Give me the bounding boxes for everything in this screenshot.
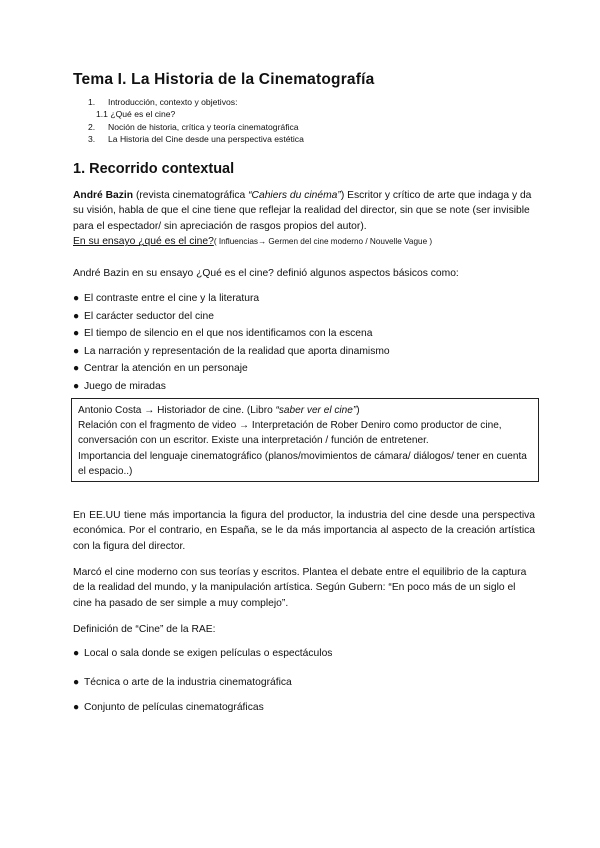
- toc-number: 1.: [88, 97, 96, 107]
- costa-note-box: [71, 398, 539, 482]
- list-item: [73, 360, 390, 378]
- box-line: Importancia del lenguaje cinematográfico (planos/movimientos de cámara/ diálogos/ tener en cuenta el espacio..): [78, 450, 527, 477]
- toc-number: 2.: [88, 121, 96, 132]
- bullet-icon: ●: [73, 648, 80, 659]
- table-of-contents: [88, 96, 304, 145]
- rae-definition-intro: Definición de “Cine” de la RAE:: [73, 624, 216, 635]
- usa-spain-paragraph: En EE.UU tiene más importancia la figura del productor, la industria del cine desde una perspectiva económica. Por el contrario, en España, se le da más importancia al aspecto de la creación artística con la figura del director.: [73, 510, 535, 552]
- bullet-icon: ●: [73, 677, 80, 688]
- toc-item: [88, 96, 304, 108]
- essay-reference: En su ensayo ¿qué es el cine?: [73, 236, 214, 248]
- list-item-text: Centrar la atención en un personaje: [84, 363, 248, 374]
- box-text: ): [356, 405, 360, 416]
- gubern-paragraph: Marcó el cine moderno con sus teorías y escritos. Plantea el debate entre el equilibrio de la captura de la realidad del mundo, y la manipulación artística. Según Gubern: “En poco más de un siglo el cine ha pasado de ser simple a muy complejo”.: [73, 567, 527, 609]
- toc-label: Noción de historia, crítica y teoría cinematográfica: [108, 121, 299, 132]
- toc-item: [88, 133, 304, 145]
- list-item: [73, 290, 390, 308]
- bullet-icon: ●: [73, 328, 80, 339]
- list-item-text: Local o sala donde se exigen películas o espectáculos: [84, 648, 333, 659]
- bullet-icon: ●: [73, 702, 80, 713]
- aspects-intro: André Bazin en su ensayo ¿Qué es el cine? definió algunos aspectos básicos como:: [73, 268, 459, 279]
- toc-label: Introducción, contexto y objetivos:: [108, 97, 238, 107]
- toc-number: 3.: [88, 133, 96, 144]
- toc-item: [88, 121, 304, 133]
- list-item: [73, 325, 390, 343]
- list-item-text: Técnica o arte de la industria cinematográfica: [84, 677, 292, 688]
- list-item: [73, 648, 332, 659]
- list-item: [73, 702, 264, 713]
- list-item-text: El carácter seductor del cine: [84, 310, 214, 322]
- box-text: Antonio Costa → Historiador de cine. (Libro: [78, 405, 276, 416]
- paragraph-text: ) Escritor y crítico de arte que indaga y da su visión, habla de que el cine tiene que reflejar la realidad del director, sin que se note (ser invisible para el espectador/ sin apreciación de rasgos propios del autor).: [73, 190, 532, 232]
- rae-definition-list: [73, 648, 332, 659]
- list-item-text: Conjunto de películas cinematográficas: [84, 702, 264, 713]
- list-item-text: La narración y representación de la realidad que aporta dinamismo: [84, 345, 390, 357]
- book-title: “saber ver el cine”: [275, 405, 357, 416]
- aspects-list: [73, 290, 390, 395]
- rae-definition-list: [73, 702, 264, 713]
- bullet-icon: ●: [73, 380, 80, 392]
- author-name: André Bazin: [73, 190, 134, 201]
- paragraph-text: (revista cinematográfica: [133, 190, 249, 201]
- journal-title: “Cahiers du cinéma”: [248, 190, 341, 201]
- section-heading: 1. Recorrido contextual: [73, 161, 235, 177]
- list-item: [73, 378, 390, 396]
- toc-item: [88, 108, 304, 120]
- list-item-text: El contraste entre el cine y la literatura: [84, 293, 260, 304]
- bullet-icon: ●: [73, 363, 80, 374]
- influences-note: ( Influencias→ Germen del cine moderno / Nouvelle Vague ): [213, 237, 433, 247]
- box-line: [78, 403, 532, 418]
- bullet-icon: ●: [73, 345, 80, 357]
- toc-label: 1.1 ¿Qué es el cine?: [96, 109, 176, 120]
- list-item: [73, 343, 390, 361]
- list-item: [73, 677, 292, 688]
- page-title: Tema I. La Historia de la Cinematografía: [73, 71, 375, 88]
- bazin-paragraph: [73, 188, 535, 250]
- list-item-text: Juego de miradas: [84, 380, 166, 392]
- box-line: Relación con el fragmento de video → Interpretación de Rober Deniro como productor de cine, conversación con un escritor. Existe una interpretación / función de entretener.: [78, 420, 502, 447]
- bullet-icon: ●: [73, 310, 80, 322]
- rae-definition-list: [73, 677, 292, 688]
- bullet-icon: ●: [73, 293, 80, 304]
- toc-label: La Historia del Cine desde una perspectiva estética: [108, 133, 304, 144]
- list-item: [73, 308, 390, 326]
- list-item-text: El tiempo de silencio en el que nos identificamos con la escena: [84, 328, 373, 339]
